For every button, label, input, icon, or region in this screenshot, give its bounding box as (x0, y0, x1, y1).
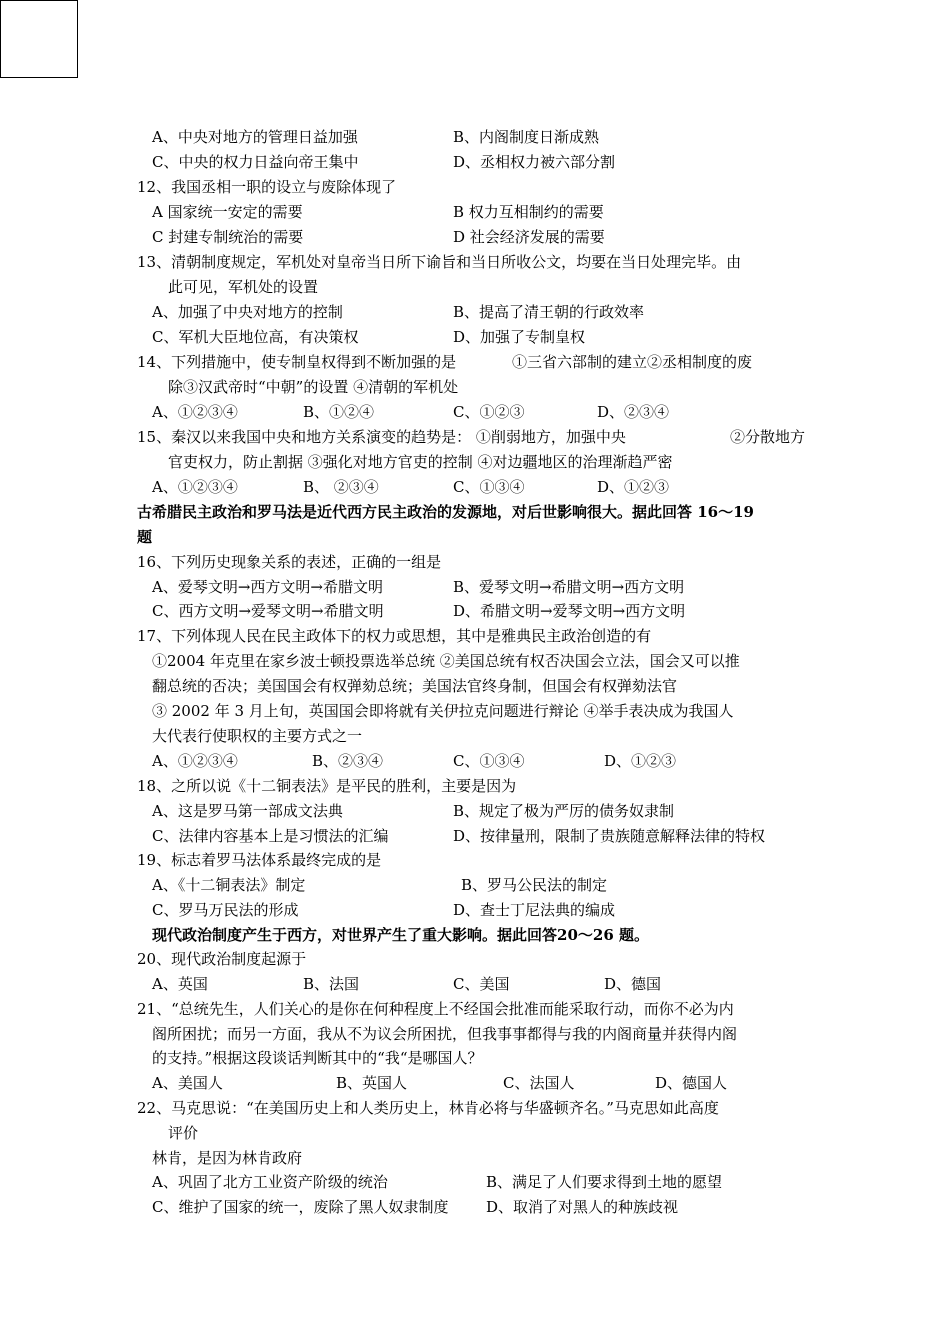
q15-stem-line1b: ②分散地方 (730, 428, 806, 446)
q17-option-d: D、①②③ (604, 752, 677, 770)
section2-line1: 现代政治制度产生于西方，对世界产生了重大影响。据此回答20～26 题。 (152, 926, 649, 944)
q14-stem-line1a: 14、下列措施中，使专制皇权得到不断加强的是 (137, 353, 457, 371)
q21-stem-line1: 21、“总统先生，人们关心的是你在何种程度上不经国会批准而能采取行动，而你不必为内 (137, 1000, 734, 1018)
q15-stem-line1a: 15、秦汉以来我国中央和地方关系演变的趋势是： ①削弱地方，加强中央 (137, 428, 626, 446)
section1-line2: 题 (137, 528, 153, 546)
q21-stem-line2: 阁所困扰；而另一方面，我从不为议会所困扰，但我事事都得与我的内阁商量并获得内阁 (152, 1025, 738, 1043)
q15-option-a: A、①②③④ (152, 478, 238, 496)
q11-option-a: A、中央对地方的管理日益加强 (152, 128, 358, 146)
q14-option-a: A、①②③④ (152, 403, 238, 421)
q20-option-d: D、德国 (604, 975, 662, 993)
q21-stem-line3: 的支持。”根据这段谈话判断其中的“我“是哪国人？ (152, 1049, 483, 1067)
q20-option-b: B、法国 (303, 975, 360, 993)
q21-option-b: B、英国人 (336, 1074, 408, 1092)
q12-option-a: A 国家统一安定的需要 (152, 203, 303, 221)
q17-option-a: A、①②③④ (152, 752, 238, 770)
q20-option-c: C、美国 (453, 975, 510, 993)
q14-option-c: C、①②③ (453, 403, 525, 421)
q15-stem-line2: 官吏权力，防止割据 ③强化对地方官吏的控制 ④对边疆地区的治理渐趋严密 (168, 453, 673, 471)
q19-option-b: B、罗马公民法的制定 (461, 876, 608, 894)
q17-item-line2: 翻总统的否决；美国国会有权弹劾总统；美国法官终身制，但国会有权弹劾法官 (152, 677, 678, 695)
q22-option-c: C、维护了国家的统一，废除了黑人奴隶制度 (152, 1198, 449, 1216)
q22-option-d: D、取消了对黑人的种族歧视 (486, 1198, 679, 1216)
q19-option-a: A、《十二铜表法》制定 (152, 876, 306, 894)
q18-option-c: C、法律内容基本上是习惯法的汇编 (152, 827, 389, 845)
q20-option-a: A、英国 (152, 975, 208, 993)
q22-option-b: B、满足了人们要求得到土地的愿望 (486, 1173, 723, 1191)
q17-item-line1: ①2004 年克里在家乡波士顿投票选举总统 ②美国总统有权否决国会立法，国会又可以推 (152, 652, 740, 670)
q22-option-a: A、巩固了北方工业资产阶级的统治 (152, 1173, 388, 1191)
q22-stem-line1: 22、马克思说：“在美国历史上和人类历史上，林肯必将与华盛顿齐名。”马克思如此高度 (137, 1099, 719, 1117)
q13-option-c: C、军机大臣地位高，有决策权 (152, 328, 359, 346)
q17-item-line3: ③ 2002 年 3 月上旬，英国国会即将就有关伊拉克问题进行辩论 ④举手表决成为我国人 (152, 702, 734, 720)
q12-option-c: C 封建专制统治的需要 (152, 228, 304, 246)
q18-option-b: B、规定了极为严厉的债务奴隶制 (453, 802, 675, 820)
q12-option-d: D 社会经济发展的需要 (453, 228, 605, 246)
q16-option-b: B、爱琴文明→希腊文明→西方文明 (453, 578, 685, 596)
q11-option-d: D、丞相权力被六部分割 (453, 153, 616, 171)
q16-option-d: D、希腊文明→爱琴文明→西方文明 (453, 602, 686, 620)
q17-option-b: B、②③④ (312, 752, 384, 770)
q17-option-c: C、①③④ (453, 752, 525, 770)
q20-stem: 20、现代政治制度起源于 (137, 950, 307, 968)
q18-option-d: D、按律量刑，限制了贵族随意解释法律的特权 (453, 827, 766, 845)
q16-stem: 16、下列历史现象关系的表述，正确的一组是 (137, 553, 442, 571)
q21-option-a: A、美国人 (152, 1074, 223, 1092)
q13-stem-line1: 13、清朝制度规定，军机处对皇帝当日所下谕旨和当日所收公文，均要在当日处理完毕。由 (137, 253, 742, 271)
q19-option-c: C、罗马万民法的形成 (152, 901, 299, 919)
q14-option-d: D、②③④ (597, 403, 670, 421)
q14-stem-line1b: ①三省六部制的建立②丞相制度的废 (512, 353, 753, 371)
q13-option-b: B、提高了清王朝的行政效率 (453, 303, 645, 321)
q16-option-c: C、西方文明→爱琴文明→希腊文明 (152, 602, 384, 620)
q15-option-c: C、①③④ (453, 478, 525, 496)
q13-stem-line2: 此可见，军机处的设置 (168, 278, 319, 296)
q21-option-d: D、德国人 (655, 1074, 728, 1092)
q19-option-d: D、查士丁尼法典的编成 (453, 901, 616, 919)
q11-option-b: B、内阁制度日渐成熟 (453, 128, 600, 146)
q11-option-c: C、中央的权力日益向帝王集中 (152, 153, 359, 171)
section1-line1: 古希腊民主政治和罗马法是近代西方民主政治的发源地，对后世影响很大。据此回答 16～19 (137, 503, 754, 521)
q22-stem-line3: 林肯，是因为林肯政府 (152, 1149, 303, 1167)
q17-stem: 17、下列体现人民在民主政体下的权力或思想，其中是雅典民主政治创造的有 (137, 627, 652, 645)
q19-stem: 19、标志着罗马法体系最终完成的是 (137, 851, 382, 869)
q17-item-line4: 大代表行使职权的主要方式之一 (152, 727, 363, 745)
q15-option-d: D、①②③ (597, 478, 670, 496)
q18-stem: 18、之所以说《十二铜表法》是平民的胜利，主要是因为 (137, 777, 517, 795)
q21-option-c: C、法国人 (503, 1074, 575, 1092)
q18-option-a: A、这是罗马第一部成文法典 (152, 802, 343, 820)
q15-option-b: B、 ②③④ (303, 478, 379, 496)
q16-option-a: A、爱琴文明→西方文明→希腊文明 (152, 578, 383, 596)
q14-option-b: B、①②④ (303, 403, 375, 421)
q13-option-d: D、加强了专制皇权 (453, 328, 586, 346)
q22-stem-line2: 评价 (168, 1124, 199, 1142)
q14-stem-line2: 除③汉武帝时“中朝”的设置 ④清朝的军机处 (168, 378, 459, 396)
q13-option-a: A、加强了中央对地方的控制 (152, 303, 343, 321)
q12-option-b: B 权力互相制约的需要 (453, 203, 604, 221)
q12-stem: 12、我国丞相一职的设立与废除体现了 (137, 178, 397, 196)
corner-box (0, 0, 78, 78)
